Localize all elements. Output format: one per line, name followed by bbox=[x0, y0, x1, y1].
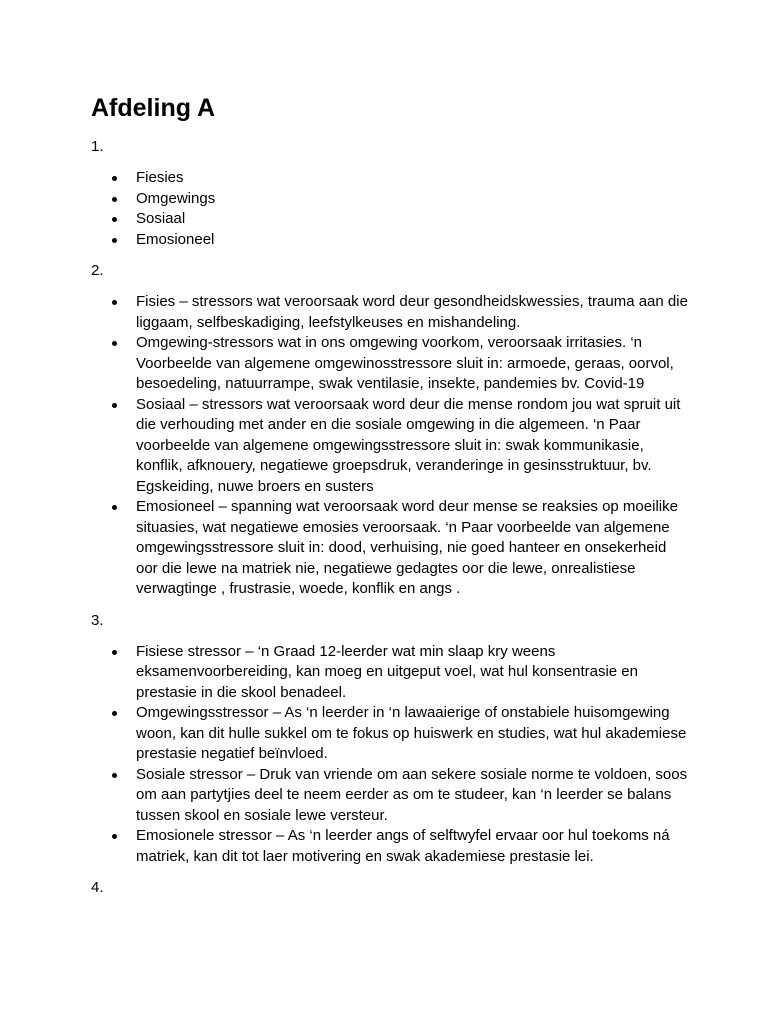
question-number-3: 3. bbox=[91, 611, 104, 629]
list-item bbox=[91, 168, 691, 189]
list-item bbox=[91, 765, 691, 827]
bullet-icon bbox=[112, 341, 117, 346]
list-item-text: Sosiale stressor – Druk van vriende om aan sekere sosiale norme te voldoen, soos om aan partytjies deel te neem eerder as om te studeer, kan ‘n leerder se balans tussen skool en sosiale lewe versteur. bbox=[136, 765, 688, 824]
list-item-text: Fisiese stressor – ‘n Graad 12-leerder wat min slaap kry weens eksamenvoorbereiding, kan moeg en uitgeput voel, wat hul konsentrasie en prestasie in die skool benadeel. bbox=[136, 642, 638, 701]
list-item-text: Omgewings bbox=[136, 189, 216, 207]
answer-list-1 bbox=[91, 168, 691, 250]
document-page bbox=[91, 93, 691, 898]
question-number-1: 1. bbox=[91, 138, 104, 155]
list-item bbox=[91, 189, 691, 210]
answer-list-2 bbox=[91, 292, 691, 600]
answer-list-3 bbox=[91, 642, 691, 868]
list-item bbox=[91, 209, 691, 230]
bullet-icon bbox=[112, 176, 117, 181]
bullet-icon bbox=[112, 505, 117, 510]
question-number-4: 4. bbox=[91, 879, 104, 896]
bullet-icon bbox=[112, 197, 117, 202]
list-item bbox=[91, 333, 691, 395]
list-item-text: Emosioneel bbox=[136, 230, 215, 248]
bullet-icon bbox=[112, 834, 117, 839]
list-item bbox=[91, 395, 691, 498]
list-item bbox=[91, 497, 691, 600]
bullet-icon bbox=[112, 217, 117, 222]
list-item bbox=[91, 230, 691, 251]
bullet-icon bbox=[112, 403, 117, 408]
bullet-icon bbox=[112, 238, 117, 243]
question-number-2: 2. bbox=[91, 262, 104, 279]
list-item-text: Emosioneel – spanning wat veroorsaak word deur mense se reaksies op moeilike situasies, wat negatiewe emosies veroorsaak. ‘n Paar voorbeelde van algemene omgewingsstressore sluit in: dood, verhuising, nie goed hanteer en onsekerheid oor die lewe na matriek nie, negatiewe gedagtes oor die lewe, onrealistiese verwagtinge , frustrasie, woede, konflik en angs . bbox=[136, 498, 678, 597]
section-heading: Afdeling A bbox=[91, 94, 216, 122]
list-item-text: Emosionele stressor – As ‘n leerder angs of selftwyfel ervaar oor hul toekoms ná matriek, kan dit tot laer motivering en swak akademiese prestasie lei. bbox=[136, 827, 670, 865]
list-item-text: Omgewing-stressors wat in ons omgewing voorkom, veroorsaak irritasies. ‘n Voorbeelde van algemene omgewinosstressore sluit in: armoede, geraas, oorvol, besoedeling, natuurrampe, swak ventilasie, insekte, pandemies bv. Covid-19 bbox=[136, 334, 674, 392]
list-item bbox=[91, 703, 691, 765]
list-item-text: Fiesies bbox=[136, 169, 184, 186]
list-item-text: Fisies – stressors wat veroorsaak word deur gesondheidskwessies, trauma aan die liggaam, selfbeskadiging, leefstylkeuses en mishandeling. bbox=[136, 293, 688, 331]
list-item bbox=[91, 292, 691, 333]
list-item bbox=[91, 826, 691, 867]
list-item bbox=[91, 642, 691, 704]
bullet-icon bbox=[112, 650, 117, 655]
bullet-icon bbox=[112, 300, 117, 305]
bullet-icon bbox=[112, 711, 117, 716]
bullet-icon bbox=[112, 773, 117, 778]
list-item-text: Sosiaal bbox=[136, 210, 186, 227]
list-item-text: Omgewingsstressor – As ‘n leerder in ‘n lawaaierige of onstabiele huisomgewing woon, kan dit hulle sukkel om te fokus op huiswerk en studies, wat hul akademiese prestasie negatief beïnvloed. bbox=[136, 704, 687, 762]
list-item-text: Sosiaal – stressors wat veroorsaak word deur die mense rondom jou wat spruit uit die verhouding met ander en die sosiale omgewing in die algemeen. ‘n Paar voorbeelde van algemene omgewingsstressore sluit in: swak kommunikasie, konflik, afknouery, negatiewe groepsdruk, veranderinge in gesinsstruktuur, bv. Egskeiding, nuwe broers en susters bbox=[136, 395, 681, 495]
